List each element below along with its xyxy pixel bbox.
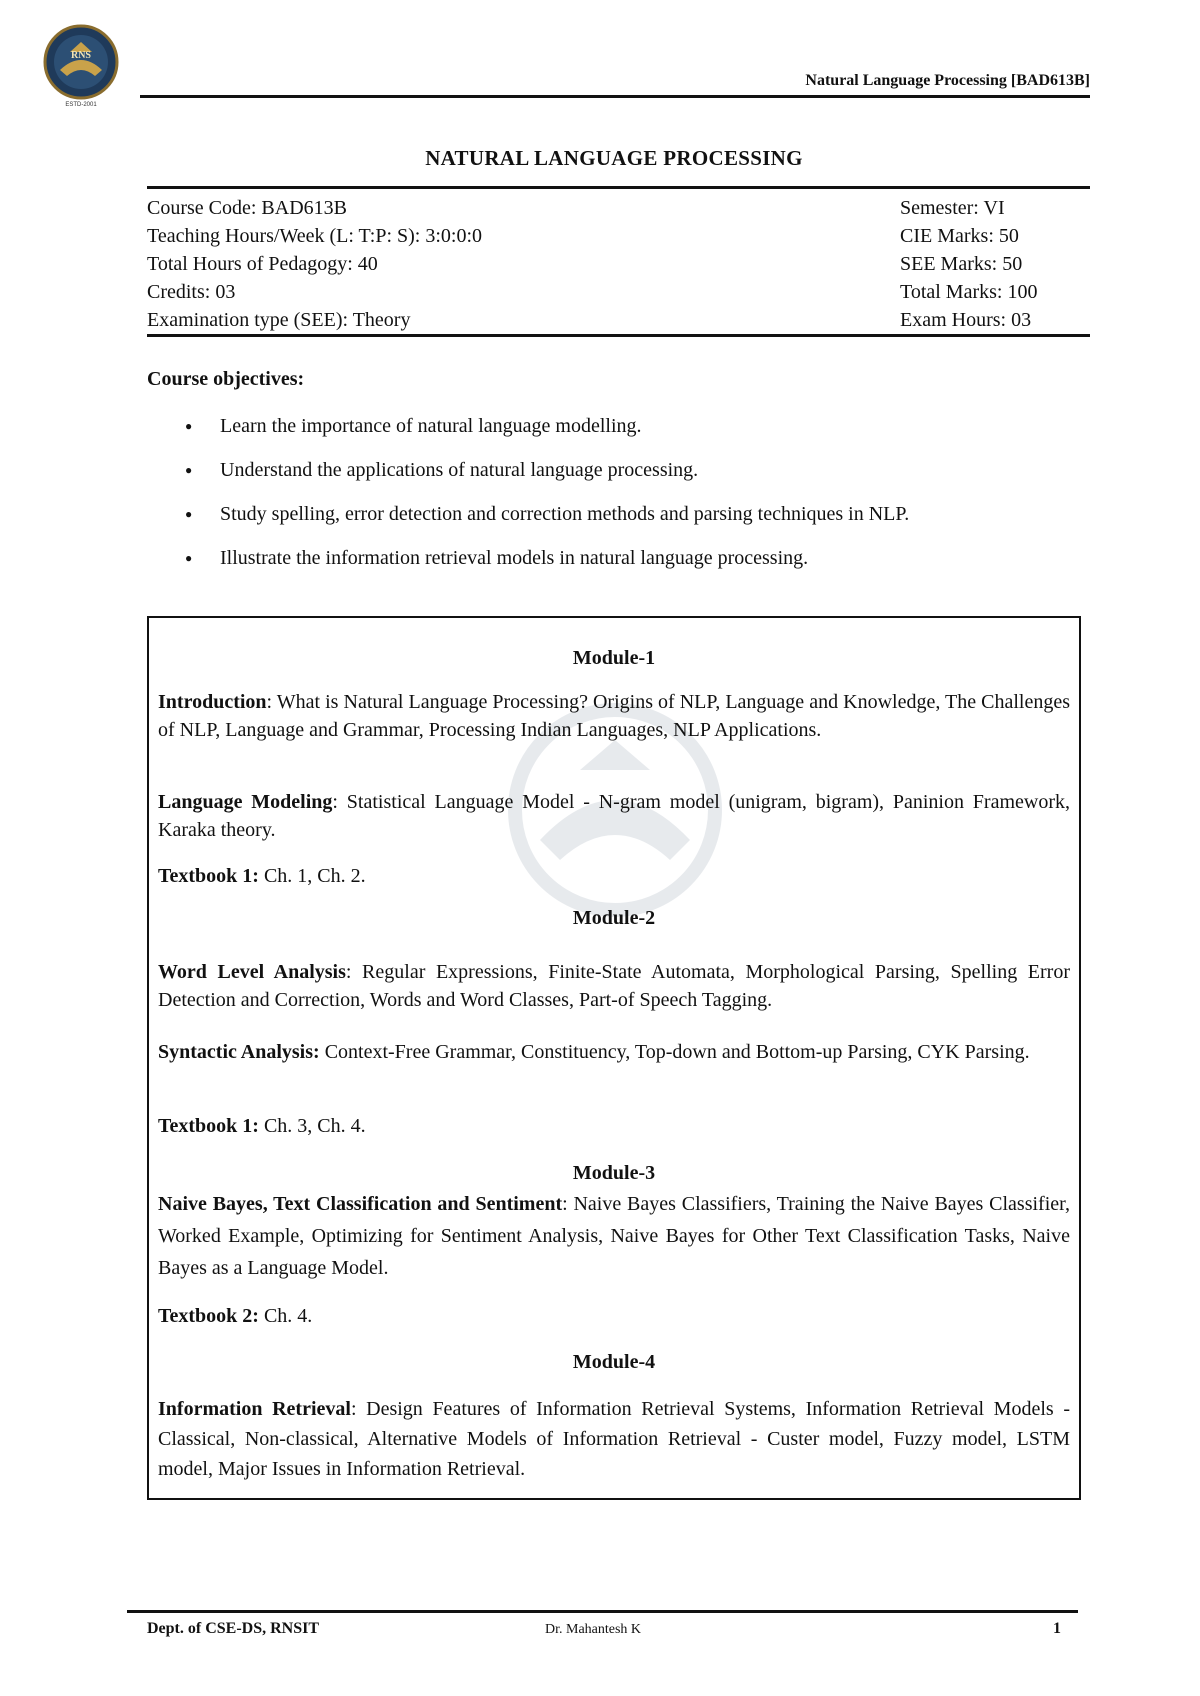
course-info-right (900, 194, 1037, 334)
credits: Credits: 03 (147, 281, 236, 303)
objectives-heading: Course objectives: (147, 368, 305, 390)
word-level-analysis-label: Word Level Analysis (158, 961, 346, 983)
textbook-chapters: Ch. 1, Ch. 2. (258, 865, 366, 887)
textbook-label: Textbook 2: (158, 1305, 259, 1327)
module-2-syntactic-analysis (158, 1038, 1070, 1066)
exam-hours: Exam Hours: 03 (900, 309, 1032, 331)
module-3-title-wrap (158, 1159, 1070, 1187)
module-3-title: Module-3 (572, 1162, 656, 1184)
module-4-title-wrap (158, 1348, 1070, 1376)
word-level-analysis-text: : Regular Expressions, Finite-State Automata, Morphological Parsing, Spelling Error Detection and Correction, Words and Word Classes, Part-of Speech Tagging. (158, 961, 1070, 1011)
introduction-label: Introduction (158, 691, 267, 713)
footer-department: Dept. of CSE-DS, RNSIT (147, 1620, 320, 1637)
textbook-label: Textbook 1: (158, 865, 259, 887)
teaching-hours: Teaching Hours/Week (L: T:P: S): 3:0:0:0 (147, 225, 483, 247)
footer-author: Dr. Mahantesh K (545, 1622, 642, 1637)
module-4-title: Module-4 (572, 1351, 656, 1373)
page-number: 1 (1053, 1620, 1061, 1637)
objective-item: ● Learn the importance of natural language modelling. (175, 414, 1095, 438)
module-1-introduction (158, 688, 1070, 744)
module-1-textbook (158, 862, 1070, 890)
cie-marks: CIE Marks: 50 (900, 225, 1019, 247)
module-3-naive-bayes (158, 1188, 1070, 1284)
information-retrieval-text: : Design Features of Information Retrieval Systems, Information Retrieval Models - Classical, Non-classical, Alternative Models of Information Retrieval - Custer model, Fuzzy model, LSTM model, Major Issues in Information Retrieval. (158, 1398, 1070, 1480)
language-modeling-text: : Statistical Language Model - N-gram model (unigram, bigram), Paninion Framework, Karaka theory. (158, 791, 1071, 841)
objectives-list (175, 414, 1095, 590)
syntactic-analysis-label: Syntactic Analysis: (158, 1041, 320, 1063)
examination-type: Examination type (SEE): Theory (147, 309, 411, 331)
header-title: Natural Language Processing [BAD613B] (805, 72, 1090, 89)
information-retrieval-label: Information Retrieval (158, 1398, 351, 1420)
module-2-title: Module-2 (572, 907, 656, 929)
info-top-rule (147, 186, 1090, 189)
logo-text: RNS (70, 50, 92, 61)
textbook-chapters: Ch. 3, Ch. 4. (258, 1115, 366, 1137)
footer-divider (127, 1610, 1078, 1613)
syntactic-analysis-text: Context-Free Grammar, Constituency, Top-down and Bottom-up Parsing, CYK Parsing. (319, 1041, 1030, 1063)
page-title: NATURAL LANGUAGE PROCESSING (425, 146, 803, 170)
module-1-language-modeling (158, 788, 1070, 844)
see-marks: SEE Marks: 50 (900, 253, 1023, 275)
semester: Semester: VI (900, 197, 1005, 219)
module-1-title: Module-1 (572, 647, 656, 669)
module-3-textbook (158, 1302, 1070, 1330)
textbook-chapters: Ch. 4. (258, 1305, 313, 1327)
course-code: Course Code: BAD613B (147, 197, 347, 219)
info-bottom-rule (147, 334, 1090, 337)
naive-bayes-text: : Naive Bayes Classifiers, Training the Naive Bayes Classifier, Worked Example, Optimizing for Sentiment Analysis, Naive Bayes for Other Text Classification Tasks, Naive Bayes as a Language Model. (158, 1193, 1070, 1279)
total-hours: Total Hours of Pedagogy: 40 (147, 253, 378, 275)
naive-bayes-label: Naive Bayes, Text Classification and Sentiment (158, 1193, 563, 1215)
objective-item: ● Illustrate the information retrieval models in natural language processing. (175, 546, 1095, 570)
module-2-textbook (158, 1112, 1070, 1140)
total-marks: Total Marks: 100 (900, 281, 1038, 303)
language-modeling-label: Language Modeling (158, 791, 333, 813)
module-2-word-level-analysis (158, 958, 1070, 1014)
logo-estd: ESTD-2001 (65, 102, 97, 108)
module-1-title-wrap (158, 644, 1070, 672)
header-divider (140, 95, 1090, 98)
module-2-title-wrap (158, 904, 1070, 932)
module-4-information-retrieval (158, 1394, 1070, 1484)
institution-logo (40, 22, 122, 108)
introduction-text: : What is Natural Language Processing? Origins of NLP, Language and Knowledge, The Challenges of NLP, Language and Grammar, Processing Indian Languages, NLP Applications. (158, 691, 1070, 741)
objective-item: ● Study spelling, error detection and correction methods and parsing techniques in NLP. (175, 502, 1095, 526)
objective-item: ● Understand the applications of natural language processing. (175, 458, 1095, 482)
textbook-label: Textbook 1: (158, 1115, 259, 1137)
course-info-left (147, 194, 482, 334)
